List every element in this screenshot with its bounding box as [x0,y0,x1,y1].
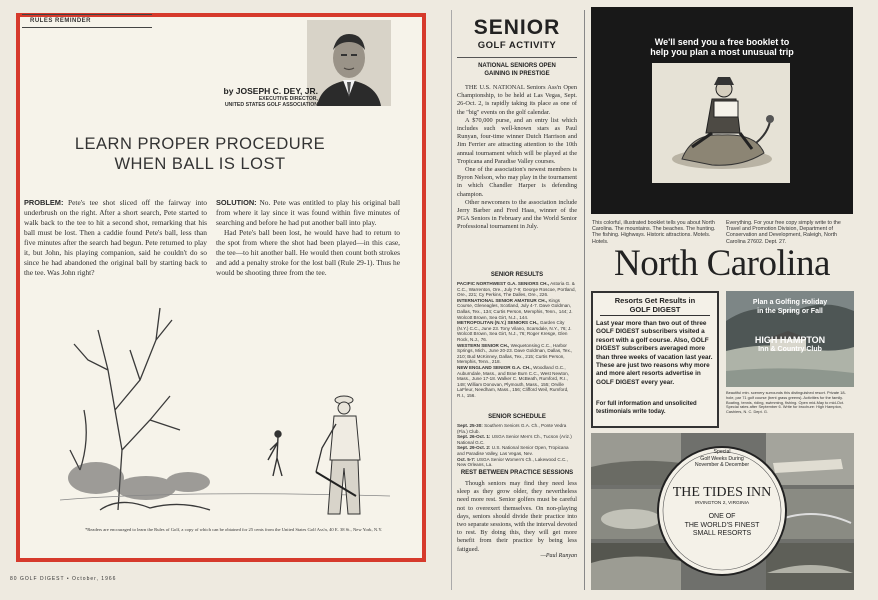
reading-man-illustration [652,63,790,183]
hh-tagline-2: in the Spring or Fall [757,307,823,315]
high-hampton-ad-photo [726,291,854,387]
schedule-date: Sept. 25-30: [457,423,483,428]
gd-headline-line-2: GOLF DIGEST [629,305,681,314]
problem-label: PROBLEM: [24,198,64,207]
gd-ad-body: Last year more than two out of three GOLF DIGEST subscribers visited a resort with a golf course. Also, GOLF DIGEST subscribers averaged more than three weeks of vacation last year. These are just two reasons why more and more alert resorts advertise in GOLF DIGEST every year. [596,320,713,386]
solution-text-1: No. Pete was entitled to play his original ball from where it lay since it was found within five minutes of searching and before he had put another ball into play. [216,198,400,227]
result-event: INTERNATIONAL SENIOR AMATEUR CH., [457,297,548,303]
nc-headline-line-2: help you plan a most unusual trip [650,47,794,57]
solution-label: SOLUTION: [216,198,257,207]
nc-copy-left: This colorful, illustrated booklet tells you about North Carolina. The mountains. The beaches. The hunting. The fishing. Highways. Historic attractions. Motels. Hotels. [592,220,716,245]
senior-results-list [457,281,577,398]
tides-small-resorts: SMALL RESORTS [692,530,752,537]
article-subhead [457,62,577,78]
rest-sessions-heading: REST BETWEEN PRACTICE SESSIONS [460,470,574,476]
senior-results-heading: SENIOR RESULTS [490,272,544,278]
paragraph: One of the association's newest members is Byron Nelson, who may play in the tournament in which Chandler Harper is defending champion. [457,166,577,198]
paragraph: Other newcomers to the association include Jerry Barber and Fred Haas, winner of the PGA Seniors in February and the World Senior Professional tournament in July. [457,198,577,231]
subhead-line-1: NATIONAL SENIORS OPEN [478,63,556,69]
solution-column [216,198,400,278]
result-event: WESTERN SENIOR CH., [457,342,510,348]
senior-golf-activity-title [455,16,579,51]
hh-resort-subtitle: Inn & Country Club [758,346,822,353]
nc-copy-right: Everything. For your free copy simply write to the Travel and Promotion Division, Department of Conservation and Development, Raleigh, North Carolina 27602. Dept. 27. [726,220,841,245]
page-folio: 80 GOLF DIGEST • October, 1966 [10,576,117,582]
schedule-detail: Southern Seniors G.A. Ch., Ponte Vedra (Fla.) Club. [457,423,567,434]
schedule-date: Sept. 29-Oct. 2: [457,445,491,451]
result-detail: Wequetonsing C.C., Harbor Springs, Mich., June 20-23. Dave Goldman, Dallas, Tex., 210; Bud McKinney, Dallas, Tex., 215; Curtis Person, Memphis, Tenn., 218. [457,342,573,365]
tides-location: IRVINGTON 2, VIRGINIA [694,501,750,506]
tides-inn-ad [591,433,854,590]
schedule-detail: USGA Senior Men's Ch., Tucson (Ariz.) National G.C. [457,434,572,445]
divider [600,315,710,316]
schedule-item [457,434,577,445]
hh-resort-name: HIGH HAMPTON [754,335,826,345]
paragraph: A $70,000 purse, and an entry list which includes such well-known stars as Paul Runyan, four-time winner Dutch Harrison and Jim Ferrier are attracting attention to the 10th annual tournament which will be played at the Tropicana and Paradise Valley courses. [457,116,577,165]
result-item [457,281,577,298]
author-signature: —Paul Runyan [540,553,577,559]
result-item [457,343,577,365]
tides-weeks-2: November & December [694,462,750,468]
result-detail: Woodland G.C., Auburndale, Mass., and Brae Burn C.C., West Newton, Mass., June 17-18. Walker C. McBeath, Rumford, R.I., 148; William Donovan, Plymouth, Mass., 155; Orville LaFleur, Needham, Mass., 156; Clifford Weil, Rumford, R.I., 156. [457,364,570,398]
schedule-detail: USGA Senior Women's Ch., Lakewood C.C., New Orleans, La. [457,456,568,468]
author-portrait [307,20,391,106]
senior-schedule-heading: SENIOR SCHEDULE [488,414,546,420]
result-detail: Kings Course, Gleneagles, Scotland, July 4-7. Dave Goldman, Dallas, Tex., 134; Curtis Person, Memphis, Tenn., 144; J. Wolcott Brown, Sea Girt, N.J., 144. [457,297,573,320]
result-detail: Astoria G. & C.C., Warrenton, Ore., July 7-9; George Roscoe, Portland, Ore., 221; Cy Perkins, The Dalles, Ore., 226. [457,281,576,298]
author-organization: UNITED STATES GOLF ASSOCIATION [224,102,318,108]
schedule-item [457,457,577,468]
gd-ad-call-to-action: For full information and unsolicited testimonials write today. [596,401,697,415]
rest-sessions-article [457,480,577,554]
problem-column [24,198,207,278]
tides-one-of: ONE OF [708,513,736,520]
tides-weeks-1: Golf Weeks During [700,455,744,462]
article-headline [10,134,390,174]
tides-finest: THE WORLD'S FINEST [684,521,760,529]
tides-inn-name: THE TIDES INN [672,485,772,500]
problem-text: Pete's tee shot sliced off the fairway into underbrush on the right. After a short search, Pete started to walk back to the tee to hit a second shot, remarking that his ball must be lost. Then a caddie found Pete's ball, less than five minutes after the search had begun. Pete returned to play it, but John, his playing companion, said he couldn't do so since he had abandoned the original ball by starting back to the tee. Was John right? [24,198,207,277]
schedule-date: Oct. 5-7: [457,456,476,462]
schedule-date: Sept. 26-Oct. 1: [457,434,491,440]
section-label: RULES REMINDER [22,14,152,28]
paragraph: Though seniors may find they need less sleep as they grow older, they nevertheless need more rest. Senior golfers must be careful not to overexert themselves. On non-playing days, seniors should divide their practice into two separate sessions, with the interval devoted to rest. By doing this, they will get more benefit from their practice by being less fatigued. [457,480,577,553]
result-item [457,320,577,342]
result-detail: Garden City (N.Y.) C.C., June 23. Tony Vilano, Scarsdale, N.Y., 76; J. Wolcott Brown, Sea Girt, N.J., 76; Roger Kresge, Glen Rock, N.J., 76. [457,320,572,342]
byline [158,86,318,108]
column-divider [451,10,452,590]
north-carolina-logo: North Carolina [614,243,830,284]
result-event: NEW ENGLAND SENIOR G.A. CH., [457,364,532,370]
gd-headline-line-1: Resorts Get Results in [614,296,696,305]
result-item [457,365,577,399]
nc-headline-line-1: We'll send you a free booklet to [654,37,790,47]
nc-ad-headline [591,37,853,57]
footnote: *Readers are encouraged to learn the Rules of Golf, a copy of which can be obtained for 25 cents from the United States Golf Ass'n, 40 E. 38 St., New York, N.Y. [85,527,383,532]
solution-text-2: Had Pete's ball been lost, he would have had to return to the spot from where the shot had been played—in this case, the tee—to hit another ball. He would then count both strokes and add a penalty stroke for the lost ball (Rule 29-1). Thus he would be shooting three from the tee. [216,228,400,277]
author-title: EXECUTIVE DIRECTOR, [258,96,318,102]
title-senior: SENIOR [473,16,561,39]
column-divider [584,10,585,590]
headline-line-2: WHEN BALL IS LOST [114,155,286,173]
result-item [457,298,577,320]
schedule-item [457,445,577,456]
senior-schedule-list [457,423,577,468]
paragraph: THE U.S. NATIONAL Seniors Ass'n Open Championship, to be held at Las Vegas, Sept. 26-Oct. 2, is rapidly taking its place as one of the "big" events on the golf calendar. [457,84,577,116]
title-golf-activity: GOLF ACTIVITY [477,40,557,51]
hh-tagline-1: Plan a Golfing Holiday [752,299,828,306]
golfers-illustration [60,300,390,526]
schedule-item [457,423,577,434]
result-event: METROPOLITAN (N.Y.) SENIORS CH., [457,320,539,326]
gd-ad-headline [591,296,719,314]
divider [457,57,577,58]
seniors-open-article [457,84,577,232]
tides-special: Special [713,449,731,455]
schedule-detail: U.S. National Senior Open, Tropicana and Paradise Valley, Las Vegas, Nev. [457,445,569,456]
headline-line-1: LEARN PROPER PROCEDURE [74,135,326,153]
result-event: PACIFIC NORTHWEST G.A. SENIORS CH., [457,281,550,286]
high-hampton-ad-copy: Beautiful mtn. scenery surrounds this distinguished resort. Private 18-hole, par 71 golf course (bent grass greens). Activities for the family. Boating, tennis, riding, swimming, fishing. Open mid-May to mid-Oct. Special rates after September 6. Write for brochure: High Hampton, Cashiers, N. C. Dept. G. [726,390,846,415]
subhead-line-2: GAINING IN PRESTIGE [484,71,550,77]
author-name: by JOSEPH C. DEY, JR. [223,86,318,96]
